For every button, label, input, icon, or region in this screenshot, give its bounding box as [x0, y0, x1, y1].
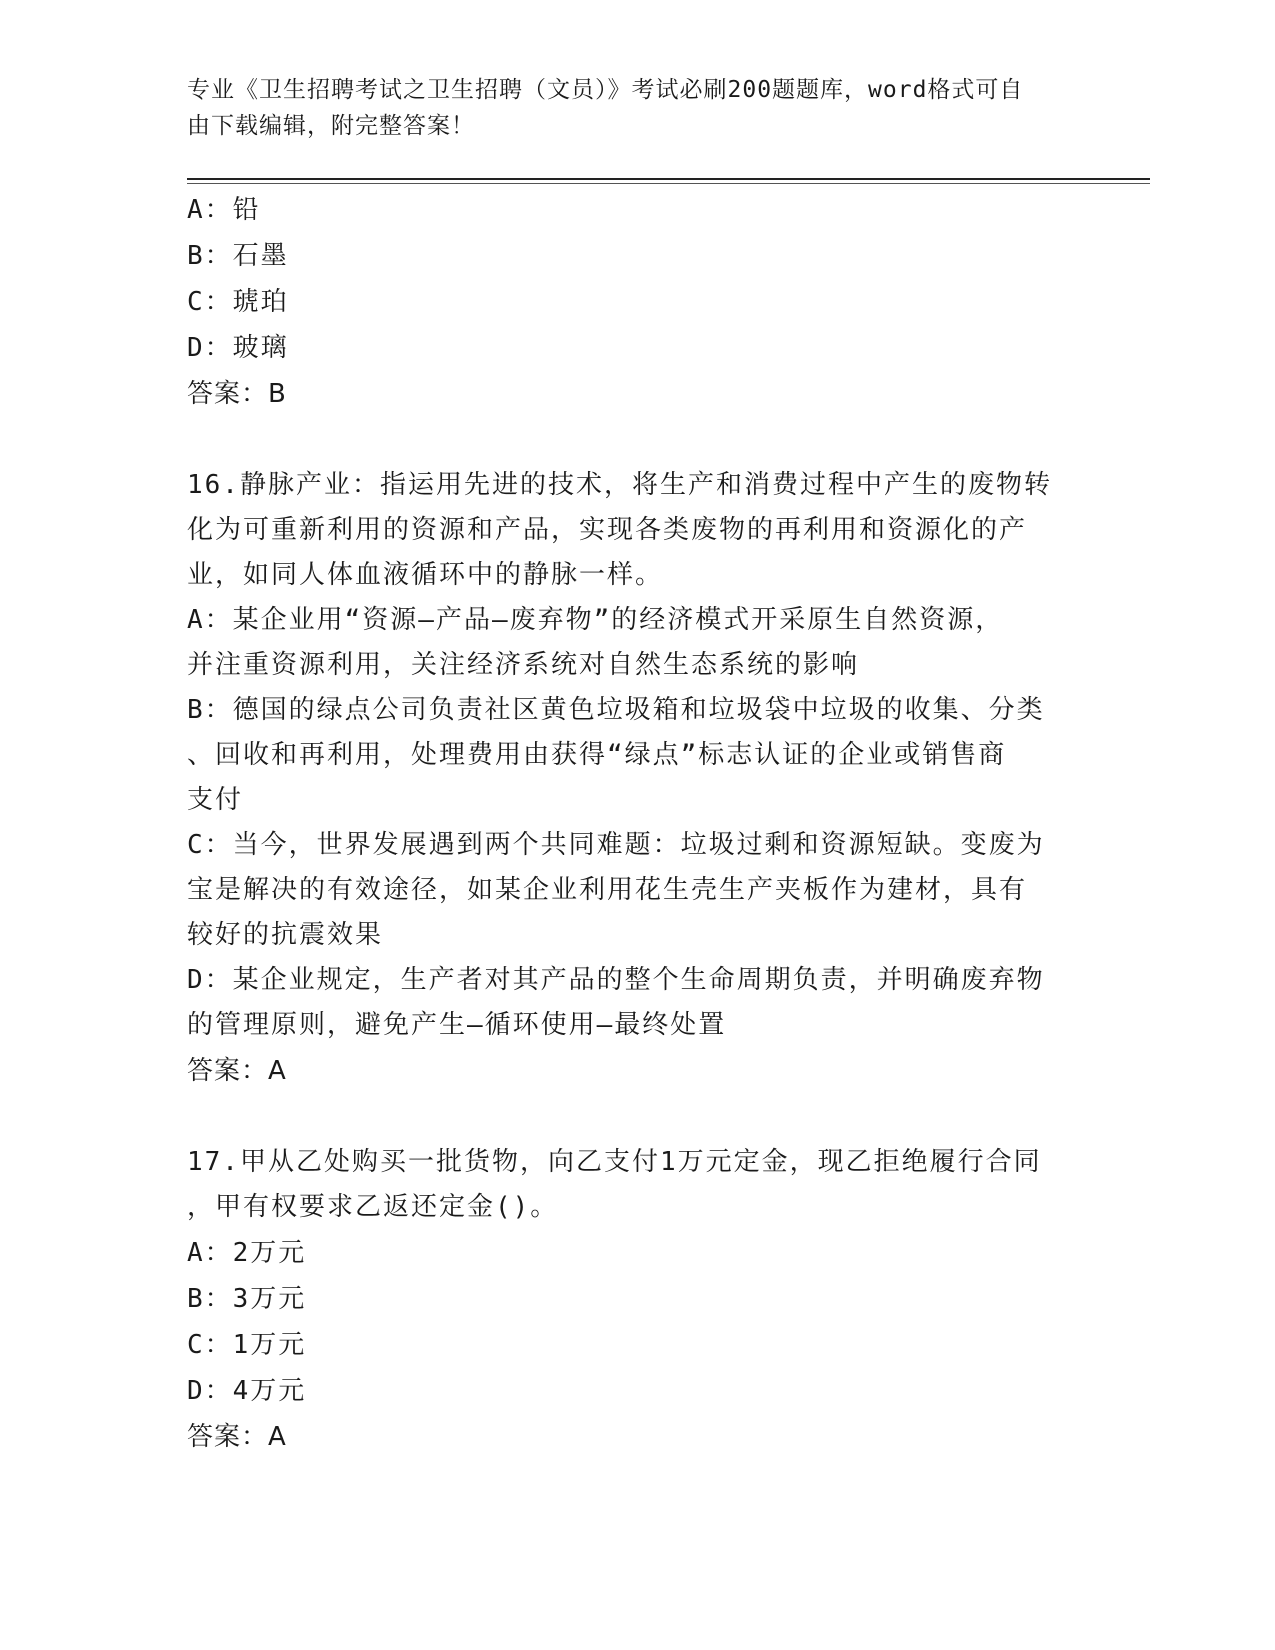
header-divider-thin — [187, 183, 1150, 184]
option-a-line: A：某企业用“资源—产品—废弃物”的经济模式开采原生自然资源， — [187, 605, 1004, 635]
option-b: B：3万元 — [187, 1284, 307, 1314]
question-stem-line: ，甲有权要求乙返还定金()。 — [187, 1192, 559, 1222]
option-a: A：铅 — [187, 195, 261, 225]
spacer — [187, 1094, 1087, 1140]
option-d: D：玻璃 — [187, 333, 289, 363]
document-header — [187, 72, 1067, 144]
header-line-1: 专业《卫生招聘考试之卫生招聘（文员）》考试必刷200题题库，word格式可自 — [187, 77, 1024, 103]
answer-line: 答案：A — [187, 1422, 287, 1452]
question-stem-line: 业，如同人体血液循环中的静脉一样。 — [187, 560, 664, 590]
question-15 — [187, 187, 1087, 417]
option-c-line: 较好的抗震效果 — [187, 920, 384, 950]
question-17 — [187, 1140, 1087, 1460]
option-b-line: B：德国的绿点公司负责社区黄色垃圾箱和垃圾袋中垃圾的收集、分类 — [187, 695, 1045, 725]
option-b-line: 、回收和再利用，处理费用由获得“绿点”标志认证的企业或销售商 — [187, 740, 1007, 770]
question-stem-line: 16.静脉产业：指运用先进的技术，将生产和消费过程中产生的废物转 — [187, 470, 1052, 500]
option-a-line: 并注重资源利用，关注经济系统对自然生态系统的影响 — [187, 650, 860, 680]
option-d: D：4万元 — [187, 1376, 307, 1406]
header-divider-thick — [187, 178, 1150, 180]
option-b-line: 支付 — [187, 785, 244, 815]
option-c: C：1万元 — [187, 1330, 307, 1360]
option-c-line: 宝是解决的有效途径，如某企业利用花生壳生产夹板作为建材，具有 — [187, 875, 1028, 905]
header-line-2: 由下载编辑，附完整答案！ — [187, 113, 475, 139]
option-d-line: D：某企业规定，生产者对其产品的整个生命周期负责，并明确废弃物 — [187, 965, 1045, 995]
answer-line: 答案：A — [187, 1056, 287, 1086]
option-c: C：琥珀 — [187, 287, 289, 317]
question-content — [187, 187, 1087, 1460]
option-a: A：2万元 — [187, 1238, 307, 1268]
option-d-line: 的管理原则，避免产生—循环使用—最终处置 — [187, 1010, 727, 1040]
question-stem-line: 化为可重新利用的资源和产品，实现各类废物的再利用和资源化的产 — [187, 515, 1028, 545]
option-c-line: C：当今，世界发展遇到两个共同难题：垃圾过剩和资源短缺。变废为 — [187, 830, 1045, 860]
option-b: B：石墨 — [187, 241, 289, 271]
question-stem-line: 17.甲从乙处购买一批货物，向乙支付1万元定金，现乙拒绝履行合同 — [187, 1147, 1042, 1177]
answer-line: 答案：B — [187, 379, 287, 409]
spacer — [187, 417, 1087, 463]
question-16 — [187, 463, 1087, 1094]
